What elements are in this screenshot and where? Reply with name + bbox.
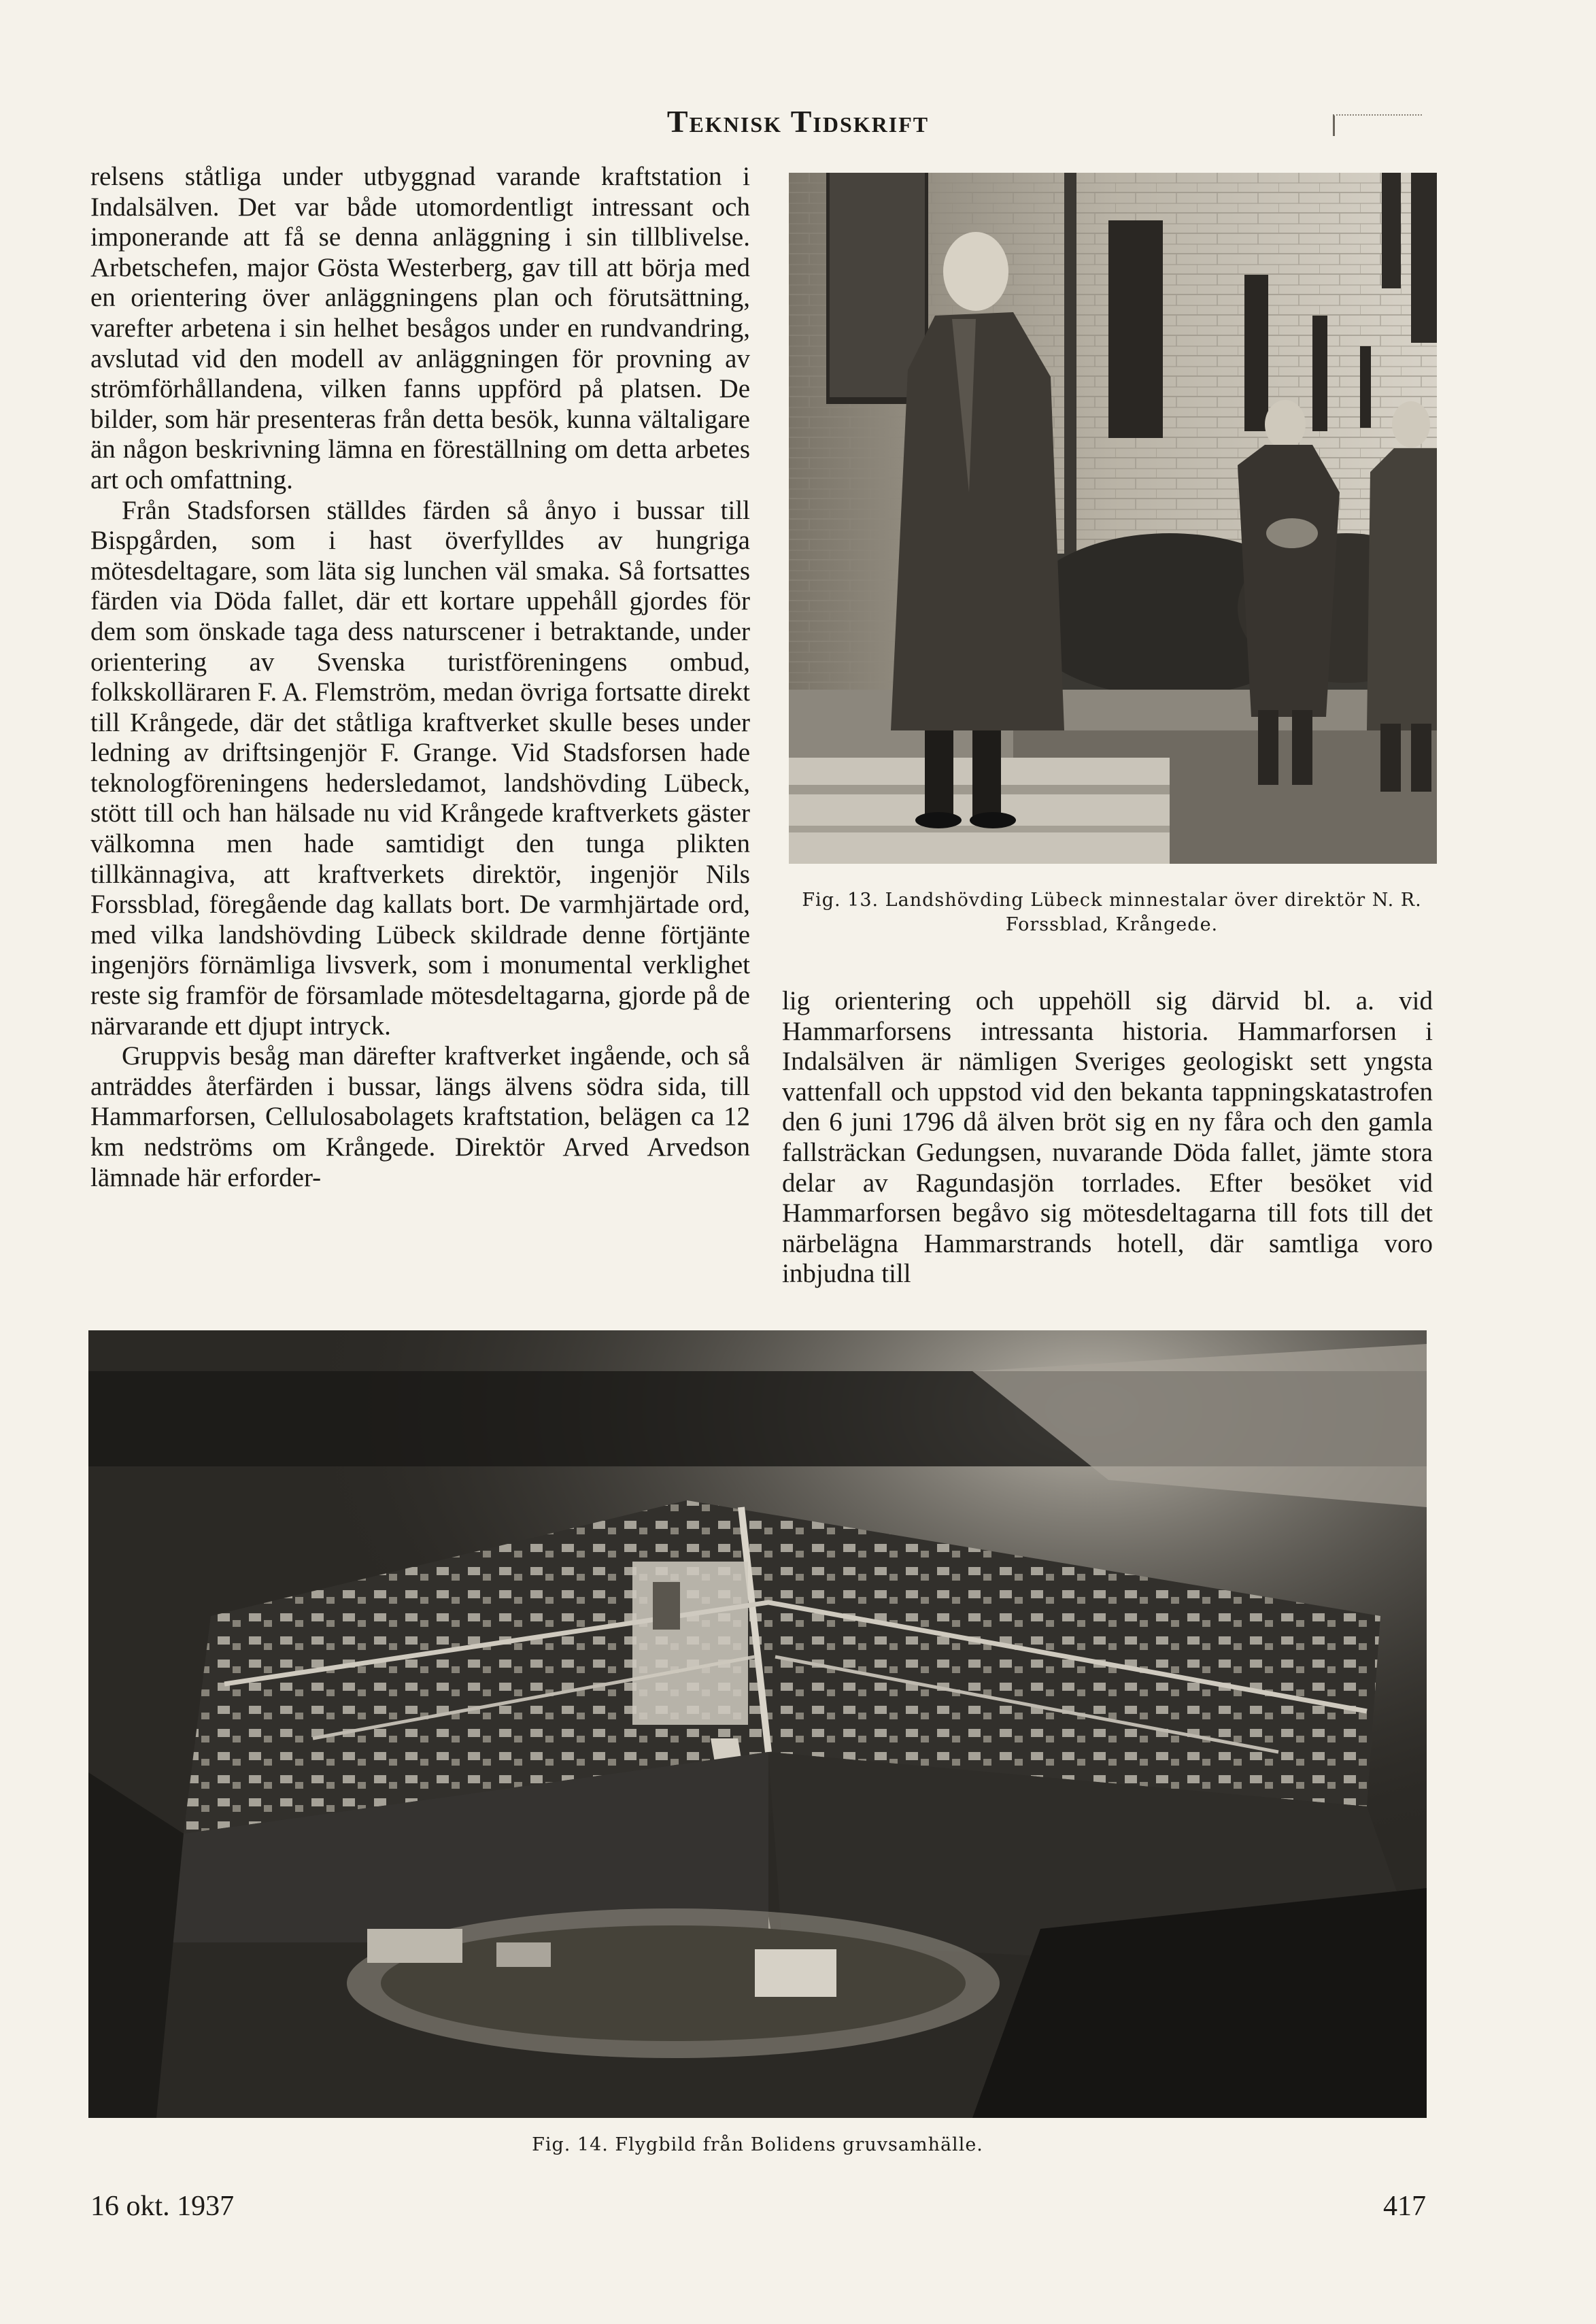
fig-13-photo <box>789 173 1437 864</box>
fig-13-illustration <box>789 173 1437 864</box>
fig-14-caption: Fig. 14. Flygbild från Bolidens gruvsamhälle. <box>532 2134 983 2155</box>
paragraph: Gruppvis besåg man därefter kraftverket ingående, och så anträddes återfärden i bussar, längs älvens södra sida, till Hammarforsen, Cellulosabolagets kraftstation, belägen ca 12 km nedströms om Krångede. Direktör Arved Arvedson lämnade här erforder- <box>90 1041 750 1192</box>
fig-13-caption: Fig. 13. Landshövding Lübeck minnestalar över direktör N. R. Forssblad, Krångede. <box>802 890 1422 935</box>
left-text-column <box>90 162 750 1296</box>
paragraph: lig orientering och uppehöll sig därvid bl. a. vid Hammarforsens intressanta historia. Hammarforsen i Indalsälven är nämligen Sveriges geologiskt sett yngsta vattenfall och uppstod vid den bekanta tappningskatastrofen den 6 juni 1796 då älven bröt sig en ny fåra och den gamla fallsträckan Gedungsen, nuvarande Döda fallet, jämte stora delar av Ragundasjön torrlades. Efter besöket vid Hammarforsen begåvo sig mötesdeltagarna till fots till det närbelägna Hammarstrands hotell, där samtliga voro inbjudna till <box>782 986 1433 1289</box>
page-number: 417 <box>1383 2191 1426 2222</box>
fig-14-illustration <box>88 1330 1427 2118</box>
right-text-column <box>782 986 1433 1299</box>
corner-mark <box>1333 114 1422 136</box>
issue-date: 16 okt. 1937 <box>90 2191 235 2222</box>
running-head: Teknisk Tidskrift <box>666 104 930 139</box>
fig-14-photo <box>88 1330 1427 2118</box>
paragraph: relsens ståtliga under utbyggnad varande kraftstation i Indalsälven. Det var både utomordentligt intressant och imponerande att få se denna anläggning i sin tillblivelse. Arbetschefen, major Gösta Westerberg, gav till att börja med en orientering över anläggningens plan och förutsättning, varefter arbetena i sin helhet besågos under en rundvandring, avslutad vid den modell av anläggningen för provning av strömförhållandena, vilken fanns uppförd på platsen. De bilder, som här presenteras från detta besök, kunna vältaligare än någon beskrivning lämna en föreställning om detta arbetes art och omfattning. <box>90 162 750 494</box>
paragraph: Från Stadsforsen ställdes färden så ånyo i bussar till Bispgården, som i hast överfylldes av hungriga mötesdeltagare, som läta sig lunchen väl smaka. Så fortsattes färden via Döda fallet, där ett kortare uppehåll gjordes för dem som önskade taga dess naturscener i betraktande, under orientering av Svenska turistföreningens ombud, folkskolläraren F. A. Flemström, medan övriga fortsatte direkt till Krångede, där det ståtliga kraftverket skulle beses under ledning av driftsingenjör F. Grange. Vid Stadsforsen hade teknologföreningens hedersledamot, landshövding Lübeck, stött till och han hälsade nu vid Krångede kraftverkets gäster välkomna men hade samtidigt den tunga plikten tillkännagiva, att kraftverkets direktör, ingenjör Nils Forssblad, föregående dag kallats bort. De varmhjärtade ord, med vilka landshövding Lübeck skildrade denne förtjänte ingenjörs förnämliga livsverk, som i monumental verklighet reste sig framför de församlade mötesdeltagarna, gjorde på de närvarande ett djupt intryck. <box>90 495 750 1041</box>
